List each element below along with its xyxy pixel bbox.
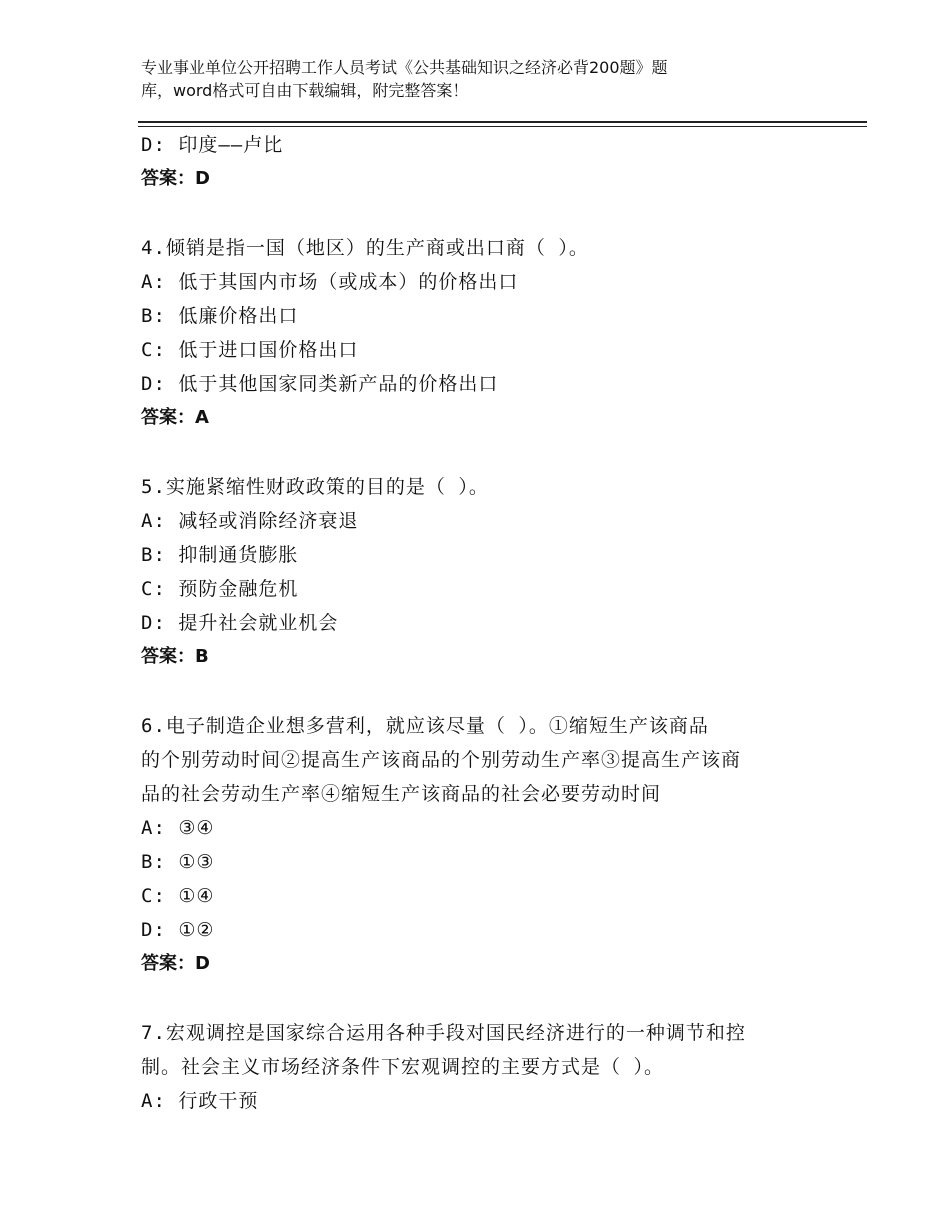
answer: 答案：B [141,646,209,667]
header-rule-thick [138,121,867,123]
option-c: C: 预防金融危机 [141,578,299,600]
answer: 答案：D [141,168,210,189]
question-7 [141,1016,801,1118]
header-line-2: 库，word格式可自由下载编辑，附完整答案！ [141,81,469,100]
question-stem-line-1: 6.电子制造企业想多营利，就应该尽量（ ）。①缩短生产该商品 [141,715,709,737]
option-d: D: 印度——卢比 [141,134,284,156]
answer: 答案：D [141,953,210,974]
question-stem-line-1: 7.宏观调控是国家综合运用各种手段对国民经济进行的一种调节和控 [141,1022,746,1044]
header-rule-thin [138,126,867,127]
option-d: D: 提升社会就业机会 [141,612,339,634]
question-stem-line-2: 的个别劳动时间②提高生产该商品的个别劳动生产率③提高生产该商 [141,749,742,771]
option-a: A: 行政干预 [141,1090,259,1112]
option-a: A: 低于其国内市场（或成本）的价格出口 [141,271,519,293]
answer: 答案：A [141,407,209,428]
option-d: D: ①② [141,919,215,941]
option-c: C: ①④ [141,885,215,907]
option-d: D: 低于其他国家同类新产品的价格出口 [141,373,499,395]
question-3-tail [141,128,801,196]
question-stem: 5.实施紧缩性财政政策的目的是（ ）。 [141,476,489,498]
question-list [141,128,801,1118]
question-4 [141,231,801,435]
question-5 [141,470,801,674]
question-stem-line-2: 制。社会主义市场经济条件下宏观调控的主要方式是（ ）。 [141,1056,664,1078]
option-b: B: 低廉价格出口 [141,305,299,327]
option-a: A: 减轻或消除经济衰退 [141,510,359,532]
option-c: C: 低于进口国价格出口 [141,339,359,361]
question-6 [141,709,801,981]
option-a: A: ③④ [141,817,215,839]
header-line-1: 专业事业单位公开招聘工作人员考试《公共基础知识之经济必背200题》题 [141,58,668,77]
option-b: B: 抑制通货膨胀 [141,544,299,566]
question-stem: 4.倾销是指一国（地区）的生产商或出口商（ ）。 [141,237,589,259]
document-header [141,56,821,102]
question-stem-line-3: 品的社会劳动生产率④缩短生产该商品的社会必要劳动时间 [141,783,662,805]
option-b: B: ①③ [141,851,215,873]
